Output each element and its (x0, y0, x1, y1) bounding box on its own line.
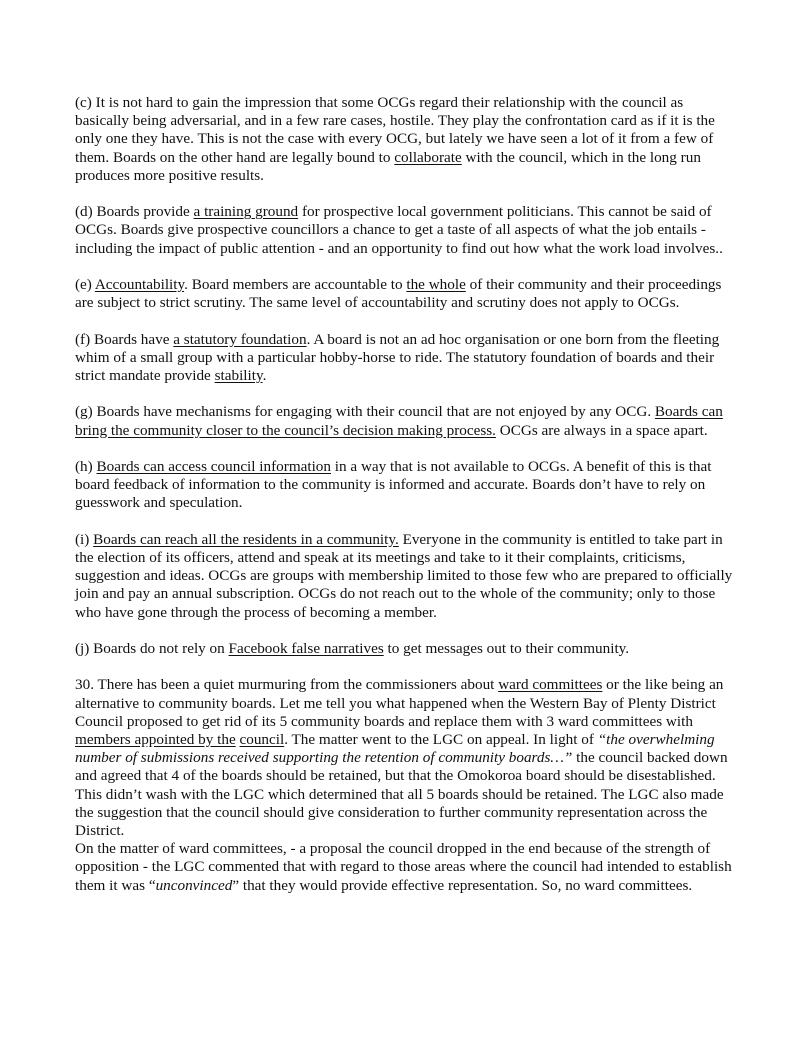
text-run: of their community and their proceedings are subject to strict scrutiny. The same level of accountability and scrutiny does not apply to OCGs. (75, 276, 722, 312)
underlined-text: members appointed by the (75, 730, 236, 748)
text-run: (d) Boards provide (75, 203, 194, 221)
text-run: Everyone in the community is entitled to take part in the election of its officers, attend and speak at its meetings and take to it their complaints, criticisms, suggestion and ideas. OCGs are groups with membership limited to those few who are prepared to officially join and pay an annual subscription. OCGs do not reach out to the whole of the community; only to those who have gone through the process of becoming a member. (75, 530, 733, 621)
text-run: (f) Boards have (75, 330, 174, 348)
paragraph-j (75, 640, 735, 658)
underlined-text: Boards can access council information (96, 457, 331, 475)
text-run: (j) Boards do not rely on (75, 639, 229, 657)
paragraph-30 (75, 676, 735, 840)
text-run: (g) Boards have mechanisms for engaging with their council that are not enjoyed by any OCG. (75, 403, 655, 421)
underlined-text: the whole (406, 276, 466, 293)
underlined-text: Boards can bring the community closer to the council’s decision making process. (75, 403, 723, 439)
text-run: . Board members are accountable to (184, 276, 407, 293)
text-run: (c) It is not hard to gain the impression that some OCGs regard their relationship with the council as basically being adversarial, and in a few rare cases, hostile. They play the confrontation card as if it is the only one they have. This is not the case with every OCG, but lately we have seen a lot of it from a few of them. Boards on the other hand are legally bound to (75, 94, 715, 166)
paragraph-i (75, 531, 735, 622)
text-run: . The matter went to the LGC on appeal. In light of (284, 730, 598, 748)
text-run: in a way that is not available to OCGs. A benefit of this is that board feedback of information to the community is informed and accurate. Boards don’t have to rely on guesswork and speculation. (75, 457, 712, 512)
italic-text: unconvinced (155, 876, 233, 894)
paragraph-g (75, 403, 735, 439)
text-run: (h) (75, 457, 97, 475)
text-run: to get messages out to their community. (383, 639, 630, 657)
text-run: ” that they would provide effective representation. So, no ward committees. (232, 876, 693, 894)
text-run: (e) (75, 276, 95, 293)
text-run: (i) (75, 530, 94, 548)
paragraph-d (75, 203, 735, 258)
underlined-text: council (239, 730, 285, 748)
underlined-text: Boards can reach all the residents in a community. (93, 530, 399, 548)
text-run: . (262, 367, 267, 384)
underlined-text: stability (214, 367, 263, 384)
text-run: the council backed down and agreed that 4 of the boards should be retained, but that the Omokoroa board should be disestablished. This didn’t wash with the LGC which determined that all 5 boards should be retained. The LGC also made the suggestion that the council should give consideration to further community representation across the District. (75, 749, 728, 839)
text-run: 30. There has been a quiet murmuring from the commissioners about (75, 676, 499, 694)
text-run: . A board is not an ad hoc organisation or one born from the fleeting whim of a small group with a particular hobby-horse to ride. The statutory foundation of boards and their strict mandate provide (75, 330, 720, 384)
paragraph-f (75, 331, 735, 386)
text-run: for prospective local government politicians. This cannot be said of OCGs. Boards give prospective councillors a chance to get a taste of all aspects of what the job entails - including the impact of public attention - and an opportunity to find out how what the work load involves.. (75, 203, 723, 257)
document-page (75, 94, 735, 895)
underlined-text: Accountability (94, 276, 185, 293)
paragraph-e (75, 276, 735, 312)
text-run: On the matter of ward committees, - a proposal the council dropped in the end because of the strength of opposition - the LGC commented that with regard to those areas where the council had intended to establish them it was “ (75, 840, 732, 894)
paragraph-h (75, 458, 735, 513)
italic-text: “the overwhelming number of submissions received supporting the retention of community boards…” (75, 730, 715, 767)
underlined-text: ward committees (498, 676, 603, 694)
underlined-text: Facebook false narratives (228, 639, 384, 657)
text-run: OCGs are always in a space apart. (495, 421, 708, 439)
underlined-text: a statutory foundation (173, 330, 307, 348)
underlined-text: a training ground (193, 203, 299, 221)
paragraph-c (75, 94, 735, 185)
paragraph-30-ward-committees (75, 840, 735, 895)
text-run: or the like being an alternative to community boards. Let me tell you what happened when the Western Bay of Plenty District Council proposed to get rid of its 5 community boards and replace them with 3 ward committees with (75, 676, 724, 730)
underlined-text: collaborate (394, 148, 462, 166)
text-run: with the council, which in the long run produces more positive results. (75, 148, 701, 184)
